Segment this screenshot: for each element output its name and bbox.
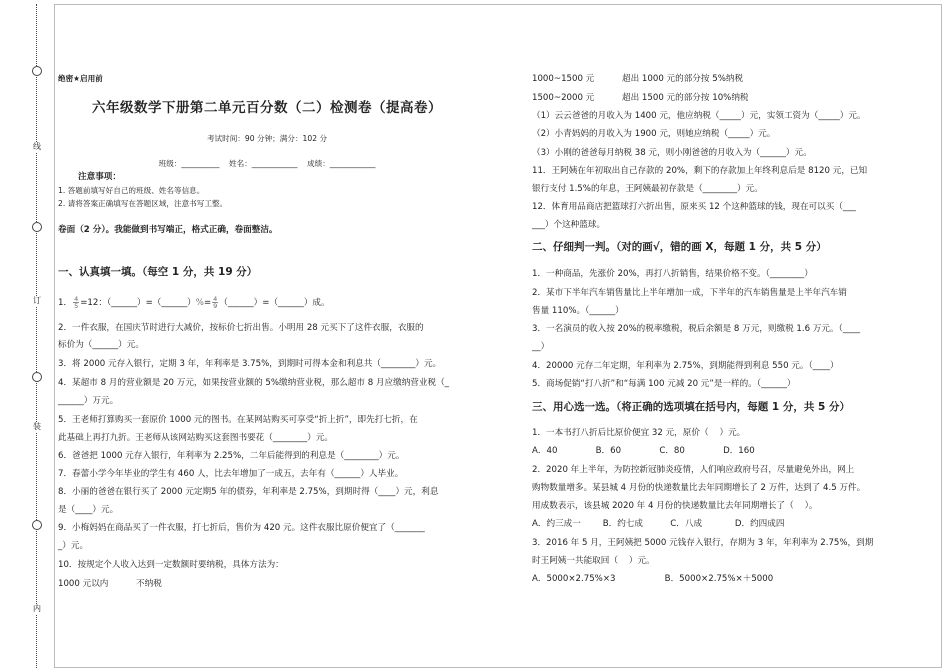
choice-1: 1．一本书打八折后比原价便宜 32 元，原价（ ）元。	[532, 428, 746, 438]
tax-row-3-rule: 超出 1500 元的部分按 10%纳税	[622, 93, 749, 103]
judge-2-line-1: 2．某市下半年汽车销售量比上半年增加一成，下半年的汽车销售量是上半年汽车销	[532, 288, 847, 298]
choice-2-options: A．约三成一 B．约七成 C．八成 D．约四成四	[532, 519, 785, 529]
tax-row-2-range: 1000~1500 元	[532, 74, 595, 84]
binding-label-xian: 线	[33, 142, 41, 151]
binding-circle-icon	[32, 66, 42, 76]
question-12-line-2: ___）个这种篮球。	[532, 220, 606, 230]
question-10-part-3: （3）小刚的爸爸每月纳税 38 元，则小刚爸爸的月收入为（______）元。	[532, 148, 812, 158]
question-10-part-2: （2）小青妈妈的月收入为 1900 元，则她应纳税（_____）元。	[532, 129, 776, 139]
binding-dotted-line	[36, 4, 37, 668]
question-8-line-1: 8．小丽的爸爸在银行买了 2000 元定期5 年的债券，年利率是 2.75%，到期时得（____）元，利息	[58, 487, 439, 497]
question-4-line-1: 4．某超市 8 月的营业额是 20 万元，如果按营业额的 5%缴纳营业税，那么超市 8 月应缴纳营业税（_	[58, 378, 449, 388]
question-9-line-2: _）元。	[58, 541, 89, 551]
question-4-line-2: ______）万元。	[58, 396, 119, 406]
q1-eq: =	[203, 298, 212, 308]
tax-row-2	[532, 73, 934, 86]
q1-frac2-num: 4	[213, 295, 218, 303]
secret-label: 绝密★启用前	[58, 74, 103, 83]
q1-frac1-num: 4	[74, 295, 79, 303]
q1-fraction-1	[73, 296, 79, 309]
question-8-line-2: 是（____）元。	[58, 505, 119, 515]
question-12-line-1: 12．体育用品商店把篮球打六折出售，原来买 12 个这种篮球的钱，现在可以买（___	[532, 202, 856, 212]
choice-2-line-3: 用成数表示，该县城 2020 年 4 月份的快递数量比去年同期增长了（ ）。	[532, 501, 818, 511]
notes-heading: 注意事项：	[78, 172, 121, 182]
question-11-line-1: 11．王阿姨在年初取出自己存款的 20%，剩下的存款加上年终利息后是 8120 元，已知	[532, 166, 868, 176]
binding-label-nei: 内	[33, 604, 41, 613]
tax-row-3	[532, 92, 934, 105]
tax-row-3-range: 1500~2000 元	[532, 93, 595, 103]
question-5-line-1: 5．王老师打算购买一套原价 1000 元的图书。在某网站购买可享受“折上折”，即先打七折，在	[58, 415, 418, 425]
binding-circle-icon	[32, 372, 42, 382]
question-2-line-1: 2．一件衣服，在国庆节时进行大减价，按标价七折出售。小明用 28 元买下了这件衣服，衣服的	[58, 323, 424, 333]
tax-row-2-rule: 超出 1000 元的部分按 5%纳税	[622, 74, 744, 84]
note-1: 1. 答题前填写好自己的班级、姓名等信息。	[58, 186, 205, 195]
question-6: 6．爸爸把 1000 元存入银行，年利率为 2.25%，二年后能得到的利息是（________）元。	[58, 451, 405, 461]
section-2-heading: 二、仔细判一判。（对的画√，错的画 X，每题 1 分，共 5 分）	[532, 241, 827, 253]
q1-pct: %	[195, 298, 204, 308]
binding-margin	[0, 0, 50, 672]
question-11-line-2: 银行支付 1.5%的年息，王阿姨最初存款是（________）元。	[532, 184, 763, 194]
choice-3-options: A．5000×2.75%×3 B．5000×2.75%×＋5000	[532, 574, 774, 584]
page-title: 六年级数学下册第二单元百分数（二）检测卷（提高卷）	[92, 100, 442, 116]
student-fields: 班级：__________ 姓名：____________ 成绩：____________	[158, 159, 376, 168]
question-3: 3．将 2000 元存入银行，定期 3 年，年利率是 3.75%，到期时可得本金和利息共（________）元。	[58, 359, 442, 369]
q1-frac1-den: 5	[74, 302, 79, 310]
question-7: 7．春蕾小学今年毕业的学生有 460 人，比去年增加了一成五，去年有（______）人毕业。	[58, 469, 404, 479]
judge-3-line-1: 3．一名演员的收入按 20%的税率缴税，税后余额是 8 万元，则缴税 1.6 万元。（____	[532, 324, 861, 334]
tax-row-1-rule: 不纳税	[136, 579, 162, 589]
tax-row-1	[58, 578, 476, 591]
question-5-line-2: 此基础上再打九折。王老师从该网站购买这套图书要花（________）元。	[58, 433, 334, 443]
neatness-line: 卷面（2 分）。我能做到书写端正，格式正确，卷面整洁。	[58, 225, 278, 235]
binding-circle-icon	[32, 222, 42, 232]
judge-1: 1．一种商品，先涨价 20%，再打八折销售，结果价格不变。（________）	[532, 269, 813, 279]
section-3-heading: 三、用心选一选。（将正确的选项填在括号内，每题 1 分，共 5 分）	[532, 401, 850, 413]
judge-5: 5．商场促销“打八折”和“每满 100 元减 20 元”是一样的。（______）	[532, 379, 796, 389]
q1-prefix: 1．	[58, 298, 73, 308]
judge-3-line-2: __）	[532, 342, 550, 352]
judge-4: 4．20000 元存二年定期，年利率为 2.75%，到期能得到利息 550 元。（____）	[532, 361, 839, 371]
binding-label-zhuang: 装	[33, 422, 41, 431]
choice-1-options: A．40 B．60 C．80 D．160	[532, 446, 755, 456]
judge-2-line-2: 售量 110%。（______）	[532, 306, 624, 316]
exam-info: 考试时间：90 分钟；满分：102 分	[206, 134, 328, 143]
choice-2-line-1: 2．2020 年上半年，为防控新冠肺炎疫情，人们响应政府号召，尽量避免外出，网上	[532, 465, 855, 475]
question-9-line-1: 9．小梅妈妈在商品买了一件衣服，打七折后，售价为 420 元。这件衣服比原价便宜了（_______	[58, 523, 425, 533]
q1-frac2-den: 9	[213, 302, 218, 310]
tax-row-1-range: 1000 元以内	[58, 579, 109, 589]
question-1	[58, 296, 476, 310]
choice-2-line-2: 购物数量增多。某县城 4 月份的快递数量比去年同期增长了 2 万件，达到了 4.5 万件。	[532, 483, 866, 493]
binding-circle-icon	[32, 520, 42, 530]
question-10-part-1: （1）云云爸爸的月收入为 1400 元，他应纳税（_____）元，实领工资为（_____）元。	[532, 111, 866, 121]
binding-label-ding: 订	[33, 296, 41, 305]
question-2-line-2: 标价为（______）元。	[58, 340, 144, 350]
question-10: 10．按规定个人收入达到一定数额时要纳税，具体方法为：	[58, 560, 284, 570]
q1-fraction-2	[212, 296, 218, 309]
choice-3-line-2: 时王阿姨一共能取回（ ）元。	[532, 556, 655, 566]
choice-3-line-1: 3．2016 年 5 月，王阿姨把 5000 元钱存入银行，存期为 3 年，年利率为 2.75%，到期	[532, 538, 874, 548]
note-2: 2. 请将答案正确填写在答题区域，注意书写工整。	[58, 199, 228, 208]
q1-mid: =12：（______）=（______）	[80, 298, 196, 308]
q1-tail: （______）=（______）成。	[219, 298, 330, 308]
section-1-heading: 一、认真填一填。（每空 1 分，共 19 分）	[58, 266, 258, 278]
